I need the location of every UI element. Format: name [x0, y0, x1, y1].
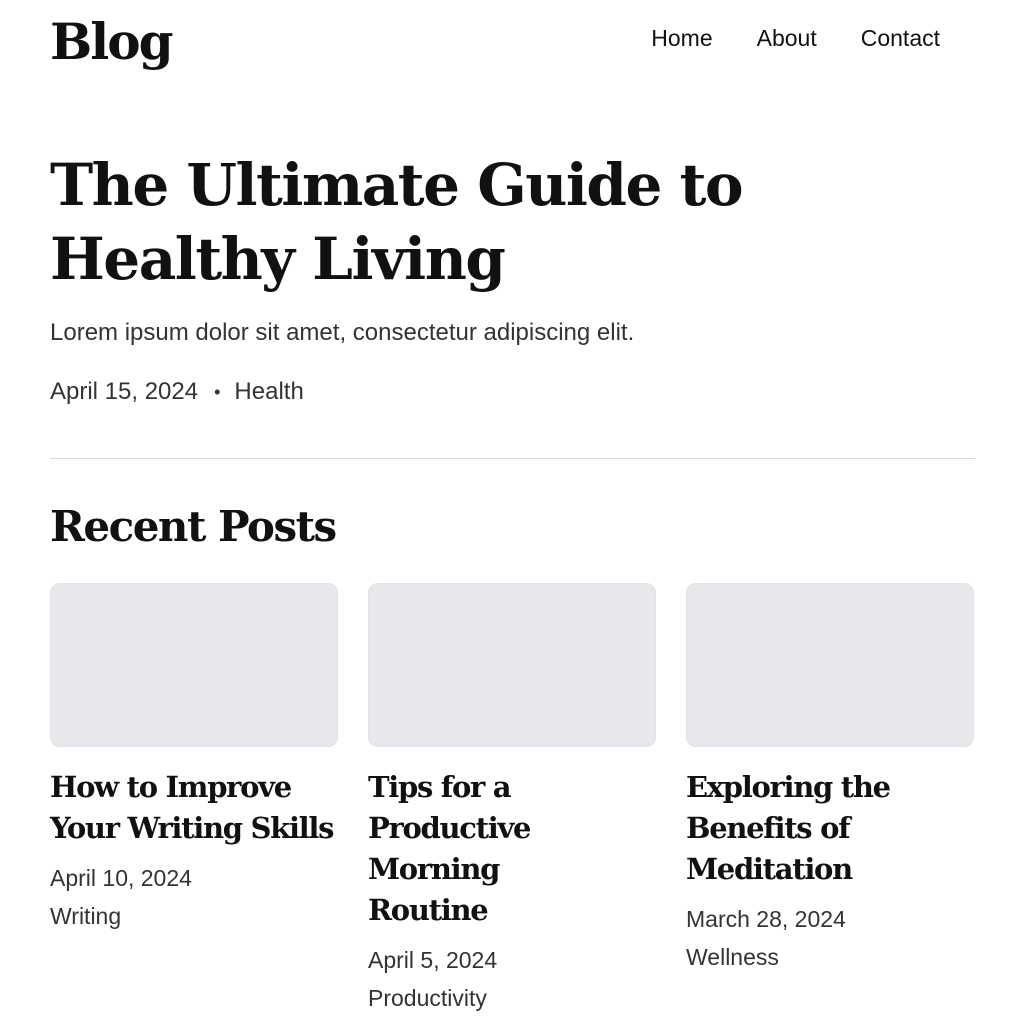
featured-post-title[interactable]: The Ultimate Guide to Healthy Living	[50, 151, 743, 293]
recent-posts-heading: Recent Posts	[50, 502, 336, 551]
main-nav	[651, 25, 940, 52]
featured-post-excerpt: Lorem ipsum dolor sit amet, consectetur adipiscing elit.	[50, 319, 635, 346]
post-date: March 28, 2024	[686, 906, 846, 932]
meta-separator-dot: •	[214, 382, 221, 402]
post-title[interactable]: Tips for a Productive Morning Routine	[368, 770, 531, 927]
post-category[interactable]: Wellness	[686, 944, 779, 970]
post-title[interactable]: How to Improve Your Writing Skills	[50, 770, 334, 845]
blog-logo[interactable]: Blog	[50, 12, 172, 71]
post-card[interactable]	[686, 583, 974, 1017]
post-card[interactable]	[50, 583, 338, 1017]
post-category[interactable]: Writing	[50, 903, 122, 929]
post-title[interactable]: Exploring the Benefits of Meditation	[686, 770, 890, 886]
recent-posts-grid	[50, 583, 975, 1017]
nav-home-link[interactable]: Home	[651, 24, 713, 51]
post-card[interactable]	[368, 583, 656, 1017]
site-header	[50, 10, 940, 72]
featured-post-category[interactable]: Health	[234, 378, 304, 405]
featured-post-meta	[50, 377, 304, 407]
section-divider	[50, 458, 975, 459]
post-thumbnail[interactable]	[50, 583, 338, 747]
post-date: April 5, 2024	[368, 947, 498, 973]
featured-post-date: April 15, 2024	[50, 378, 199, 405]
post-category[interactable]: Productivity	[368, 985, 487, 1011]
post-date: April 10, 2024	[50, 865, 192, 891]
nav-about-link[interactable]: About	[756, 24, 817, 51]
nav-contact-link[interactable]: Contact	[860, 24, 940, 51]
post-thumbnail[interactable]	[686, 583, 974, 747]
post-thumbnail[interactable]	[368, 583, 656, 747]
